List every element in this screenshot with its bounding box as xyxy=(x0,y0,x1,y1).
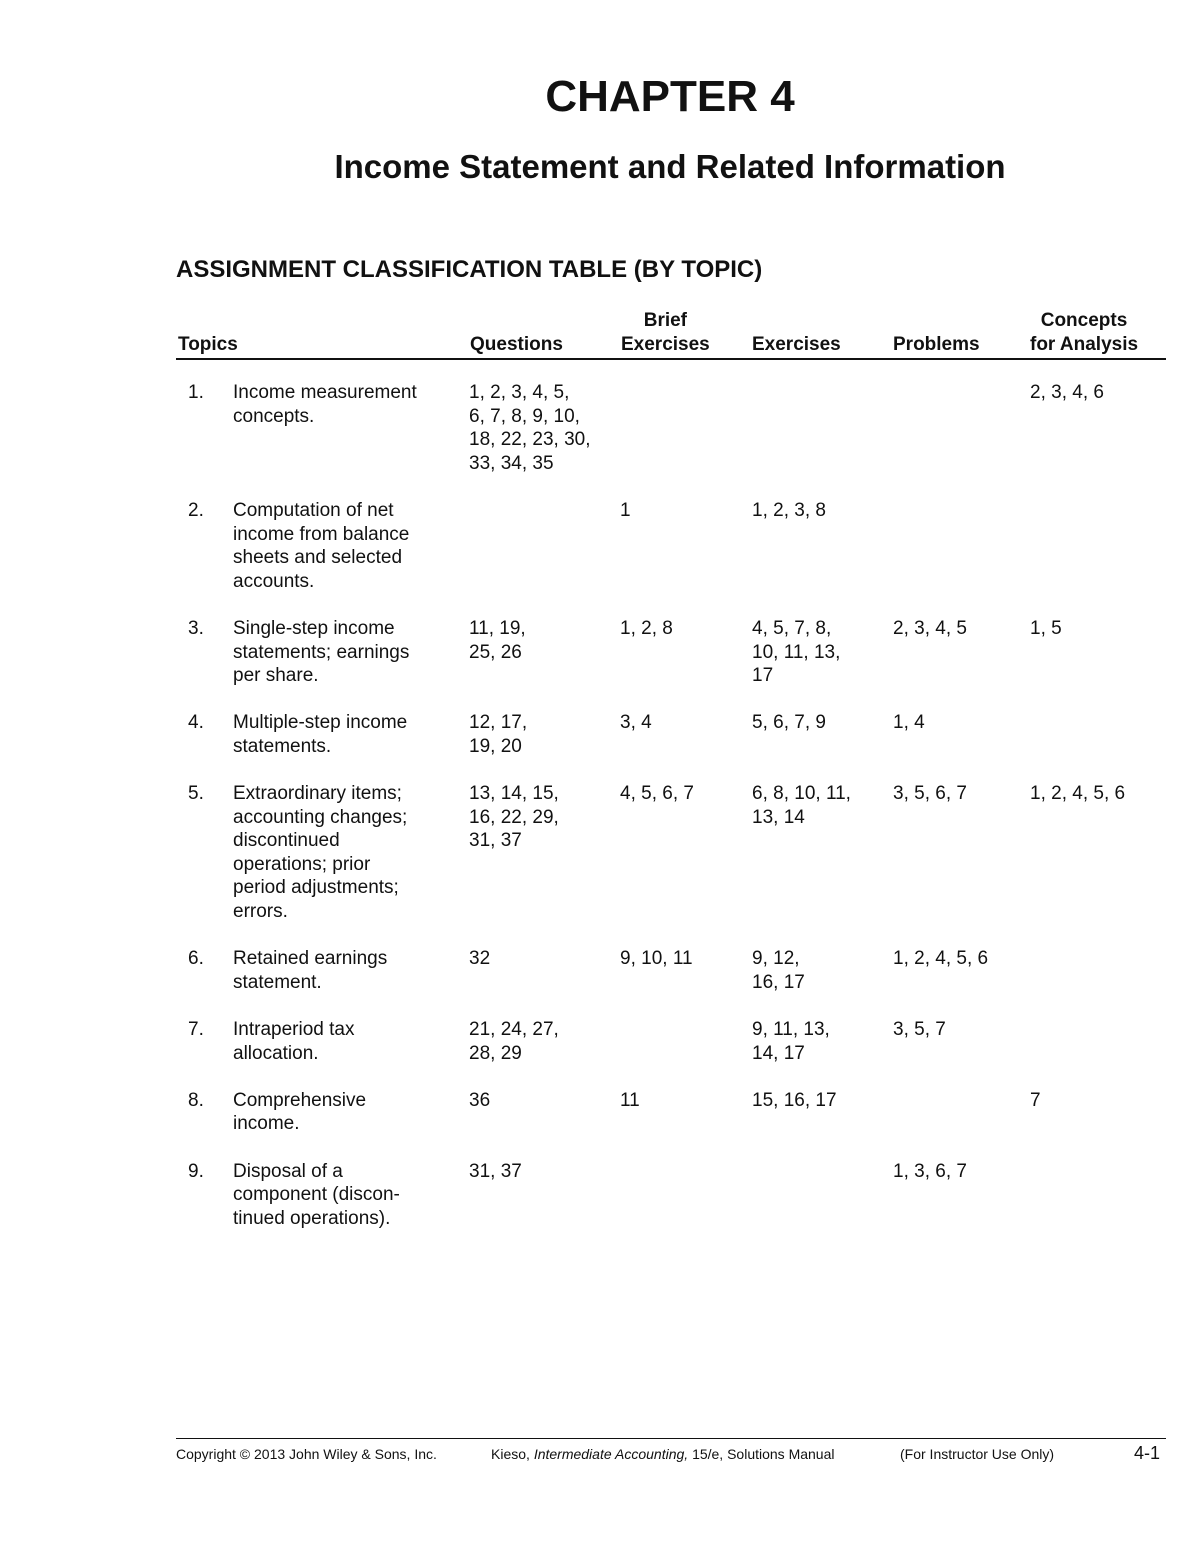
row-exercises: 4, 5, 7, 8, 10, 11, 13, 17 xyxy=(752,617,841,687)
row-number: 9. xyxy=(188,1160,204,1182)
row-topic: Extraordinary items; accounting changes; discontinued operations; prior period adjustments; errors. xyxy=(233,783,408,923)
table-row xyxy=(176,617,1166,688)
column-header-concepts: Concepts for Analysis xyxy=(1030,310,1139,355)
table-row xyxy=(176,1089,1166,1136)
row-exercises: 9, 12, 16, 17 xyxy=(752,948,805,993)
footer-usage-note: (For Instructor Use Only) xyxy=(900,1446,1055,1462)
column-header-exercises: Exercises xyxy=(752,334,841,355)
row-problems: 2, 3, 4, 5 xyxy=(893,617,967,639)
table-header xyxy=(176,310,1166,360)
row-exercises: 6, 8, 10, 11, 13, 14 xyxy=(752,783,851,828)
table-row xyxy=(176,381,1166,475)
row-number: 3. xyxy=(188,617,204,639)
row-concepts: 2, 3, 4, 6 xyxy=(1030,382,1104,403)
row-topic: Multiple-step income statements. xyxy=(233,712,408,757)
row-topic: Retained earnings statement. xyxy=(233,948,388,993)
row-questions: 36 xyxy=(469,1089,491,1111)
section-heading: ASSIGNMENT CLASSIFICATION TABLE (BY TOPIC) xyxy=(176,256,763,283)
row-problems: 1, 4 xyxy=(893,712,925,734)
row-exercises: 1, 2, 3, 8 xyxy=(752,499,826,521)
footer-book-citation xyxy=(491,1446,835,1462)
row-questions: 21, 24, 27, 28, 29 xyxy=(469,1019,559,1064)
column-header-questions: Questions xyxy=(470,334,563,355)
row-topic: Computation of net income from balance sheets and selected accounts. xyxy=(233,499,410,592)
row-number: 5. xyxy=(188,783,204,805)
chapter-subtitle: Income Statement and Related Information xyxy=(334,148,1006,185)
row-problems: 3, 5, 7 xyxy=(893,1019,946,1041)
row-number: 2. xyxy=(188,499,204,521)
row-exercises: 15, 16, 17 xyxy=(752,1089,837,1111)
row-number: 7. xyxy=(188,1019,204,1041)
row-exercises: 9, 11, 13, 14, 17 xyxy=(752,1019,830,1064)
row-topic: Disposal of a component (discon- tinued operations). xyxy=(233,1160,400,1229)
row-brief-exercises: 3, 4 xyxy=(620,712,652,734)
column-header-topics: Topics xyxy=(178,334,238,355)
classification-table xyxy=(176,381,1166,1254)
footer-author: Kieso, xyxy=(491,1446,530,1462)
row-brief-exercises: 11 xyxy=(620,1089,640,1111)
row-problems: 3, 5, 6, 7 xyxy=(893,783,967,805)
footer-book-title: Intermediate Accounting, xyxy=(533,1446,689,1462)
page-number: 4-1 xyxy=(1134,1443,1161,1463)
row-number: 1. xyxy=(188,382,204,403)
row-number: 8. xyxy=(188,1089,204,1111)
row-problems: 1, 3, 6, 7 xyxy=(893,1160,967,1182)
row-topic: Comprehensive income. xyxy=(233,1089,367,1135)
row-questions: 32 xyxy=(469,948,491,970)
row-brief-exercises: 1, 2, 8 xyxy=(620,617,673,639)
table-row xyxy=(176,947,1166,994)
row-topic: Intraperiod tax allocation. xyxy=(233,1019,355,1064)
table-row xyxy=(176,499,1166,593)
row-concepts: 7 xyxy=(1030,1089,1041,1111)
row-brief-exercises: 1 xyxy=(620,499,631,521)
row-brief-exercises: 4, 5, 6, 7 xyxy=(620,783,694,805)
footer-copyright: Copyright © 2013 John Wiley & Sons, Inc. xyxy=(176,1446,437,1462)
column-header-problems: Problems xyxy=(893,334,980,355)
table-row xyxy=(176,1160,1166,1231)
table-row xyxy=(176,1018,1166,1065)
row-concepts: 1, 2, 4, 5, 6 xyxy=(1030,783,1126,805)
row-questions: 31, 37 xyxy=(469,1160,522,1182)
table-row xyxy=(176,782,1166,924)
table-row xyxy=(176,711,1166,758)
row-brief-exercises: 9, 10, 11 xyxy=(620,948,693,970)
footer-edition: 15/e, Solutions Manual xyxy=(692,1446,835,1462)
row-number: 4. xyxy=(188,712,204,734)
row-questions: 1, 2, 3, 4, 5, 6, 7, 8, 9, 10, 18, 22, 23, 30, 33, 34, 35 xyxy=(469,382,591,474)
row-number: 6. xyxy=(188,948,204,970)
row-questions: 12, 17, 19, 20 xyxy=(469,712,528,757)
column-header-brief-exercises: Brief Exercises xyxy=(621,310,710,355)
row-questions: 11, 19, 25, 26 xyxy=(469,617,526,663)
chapter-title: CHAPTER 4 xyxy=(545,72,795,121)
footer-divider xyxy=(176,1438,1166,1439)
row-concepts: 1, 5 xyxy=(1030,617,1062,639)
row-questions: 13, 14, 15, 16, 22, 29, 31, 37 xyxy=(469,783,559,852)
row-topic: Income measurement concepts. xyxy=(233,382,417,427)
row-exercises: 5, 6, 7, 9 xyxy=(752,712,826,734)
row-problems: 1, 2, 4, 5, 6 xyxy=(893,948,989,970)
row-topic: Single-step income statements; earnings per share. xyxy=(233,617,410,687)
